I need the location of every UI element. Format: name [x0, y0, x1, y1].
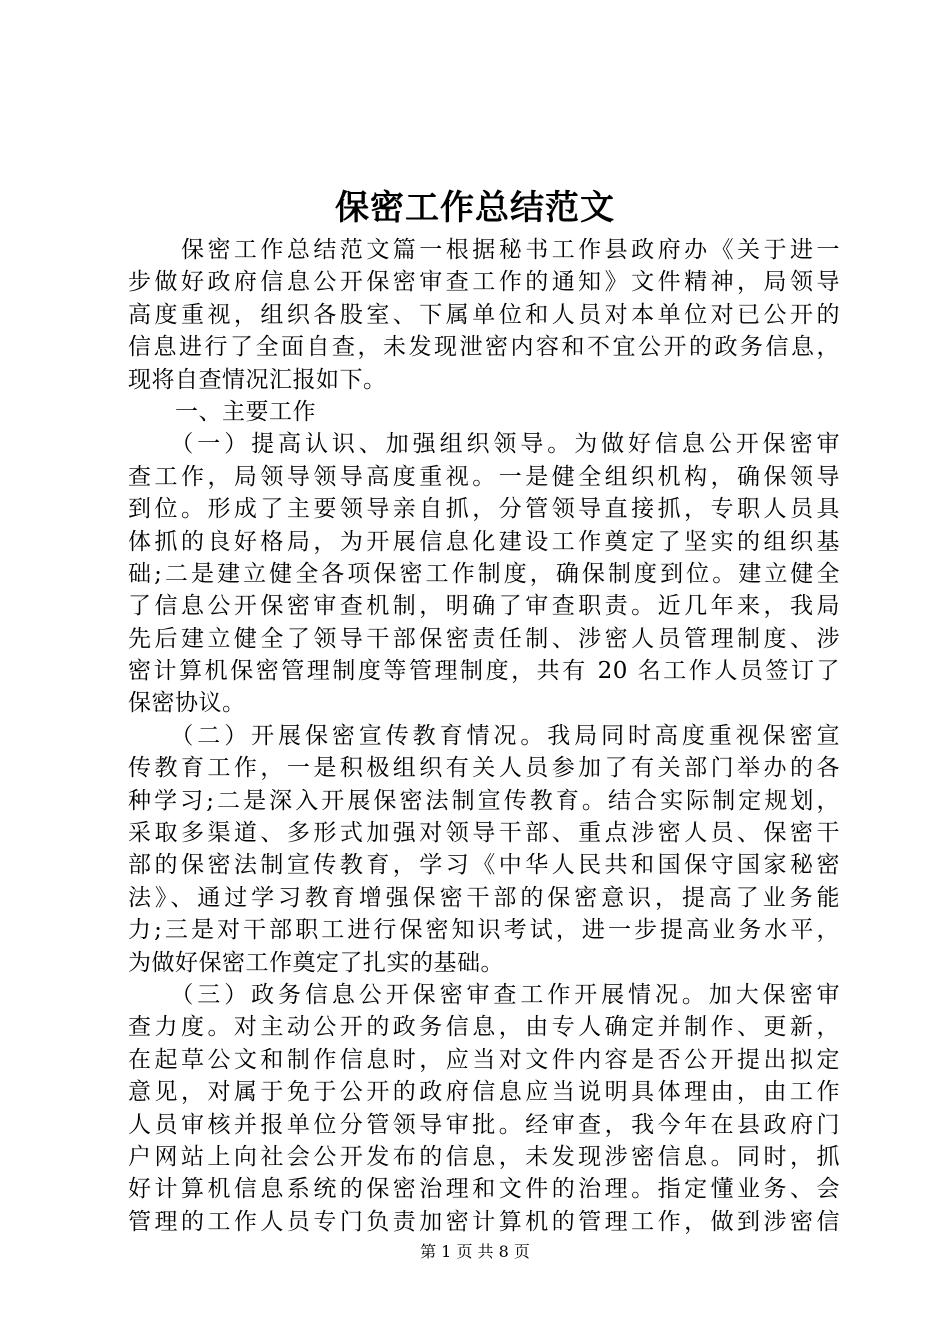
body-line: 管理的工作人员专门负责加密计算机的管理工作，做到涉密信: [128, 1208, 840, 1235]
body-line: 了信息公开保密审查机制，明确了审查职责。近几年来，我局: [128, 593, 840, 620]
body-line: 法》、通过学习教育增强保密干部的保密意识，提高了业务能: [128, 884, 840, 911]
body-line: 查力度。对主动公开的政务信息，由专人确定并制作、更新，: [128, 1014, 840, 1041]
body-line: （三）政务信息公开保密审查工作开展情况。加大保密审: [128, 981, 840, 1008]
body-line: 部的保密法制宣传教育，学习《中华人民共和国保守国家秘密: [128, 852, 840, 879]
body-line: 先后建立健全了领导干部保密责任制、涉密人员管理制度、涉: [128, 625, 840, 652]
document-body: [128, 234, 840, 1238]
section-heading: 一、主要工作: [128, 398, 316, 425]
body-line: 种学习;二是深入开展保密法制宣传教育。结合实际制定规划，: [128, 787, 840, 814]
body-line: （二）开展保密宣传教育情况。我局同时高度重视保密宣: [128, 722, 840, 749]
body-line: 查工作，局领导领导高度重视。一是健全组织机构，确保领导: [128, 463, 840, 490]
page-footer: 第 1 页 共 8 页: [420, 1242, 530, 1261]
body-line: 户网站上向社会公开发布的信息，未发现涉密信息。同时，抓: [128, 1143, 840, 1170]
body-line: 高度重视，组织各股室、下属单位和人员对本单位对已公开的: [128, 301, 840, 328]
body-line: 人员审核并报单位分管领导审批。经审查，我今年在县政府门: [128, 1111, 840, 1138]
body-line: 好计算机信息系统的保密治理和文件的治理。指定懂业务、会: [128, 1176, 840, 1203]
body-line: 步做好政府信息公开保密审查工作的通知》文件精神，局领导: [128, 269, 840, 296]
document-title: 保密工作总结范文: [335, 188, 615, 228]
body-line: 保密协议。: [128, 690, 246, 717]
body-line: 保密工作总结范文篇一根据秘书工作县政府办《关于进一: [128, 237, 840, 263]
body-line: 础;二是建立健全各项保密工作制度，确保制度到位。建立健全: [128, 560, 840, 587]
body-line: 现将自查情况汇报如下。: [128, 366, 387, 393]
body-line: 信息进行了全面自查，未发现泄密内容和不宜公开的政务信息，: [128, 334, 840, 361]
body-line: 为做好保密工作奠定了扎实的基础。: [128, 949, 504, 976]
body-line: 传教育工作，一是积极组织有关人员参加了有关部门举办的各: [128, 755, 840, 782]
body-line: （一）提高认识、加强组织领导。为做好信息公开保密审: [128, 431, 840, 458]
body-line: 力;三是对干部职工进行保密知识考试，进一步提高业务水平，: [128, 917, 840, 944]
body-line: 意见，对属于免于公开的政府信息应当说明具体理由，由工作: [128, 1079, 840, 1106]
body-line: 体抓的良好格局，为开展信息化建设工作奠定了坚实的组织基: [128, 528, 840, 555]
body-line: 到位。形成了主要领导亲自抓，分管领导直接抓，专职人员具: [128, 496, 840, 523]
body-line: 采取多渠道、多形式加强对领导干部、重点涉密人员、保密干: [128, 820, 840, 847]
body-line: 密计算机保密管理制度等管理制度，共有 20 名工作人员签订了: [128, 658, 840, 685]
body-line: 在起草公文和制作信息时，应当对文件内容是否公开提出拟定: [128, 1046, 840, 1073]
